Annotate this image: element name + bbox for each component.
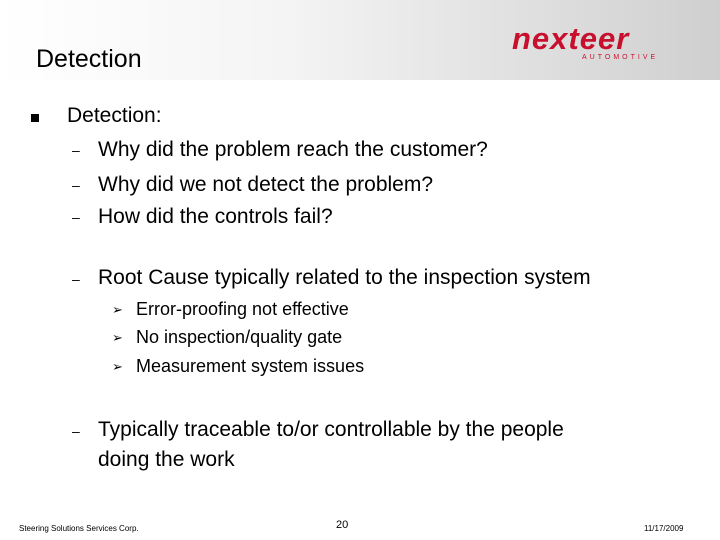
- footer-company: Steering Solutions Services Corp.: [19, 524, 139, 533]
- dash-bullet-icon: –: [72, 142, 80, 158]
- sub-item: Measurement system issues: [136, 356, 365, 376]
- sub-item: Error-proofing not effective: [136, 299, 349, 319]
- square-bullet-icon: [31, 114, 39, 122]
- slide-title: Detection: [36, 45, 142, 73]
- footer-page-number: 20: [336, 519, 349, 531]
- traceable-item-line2: doing the work: [98, 448, 235, 471]
- logo-tagline: AUTOMOTIVE: [582, 54, 659, 61]
- question-item: Why did we not detect the problem?: [98, 173, 434, 196]
- dash-bullet-icon: –: [72, 209, 80, 225]
- question-item: Why did the problem reach the customer?: [98, 138, 488, 161]
- logo-wordmark: nexteer: [512, 21, 630, 56]
- arrow-bullet-icon: ➢: [112, 359, 123, 374]
- arrow-bullet-icon: ➢: [112, 330, 123, 345]
- traceable-item-line1: Typically traceable to/or controllable by the people: [98, 418, 564, 441]
- nexteer-logo: [512, 22, 690, 62]
- root-cause-item: Root Cause typically related to the inspection system: [98, 266, 591, 289]
- dash-bullet-icon: –: [72, 177, 80, 193]
- question-item: How did the controls fail?: [98, 205, 333, 228]
- sub-item: No inspection/quality gate: [136, 327, 343, 347]
- dash-bullet-icon: –: [72, 423, 80, 439]
- footer-date: 11/17/2009: [644, 524, 684, 533]
- arrow-bullet-icon: ➢: [112, 302, 123, 317]
- content-heading: Detection:: [67, 104, 162, 127]
- dash-bullet-icon: –: [72, 271, 80, 287]
